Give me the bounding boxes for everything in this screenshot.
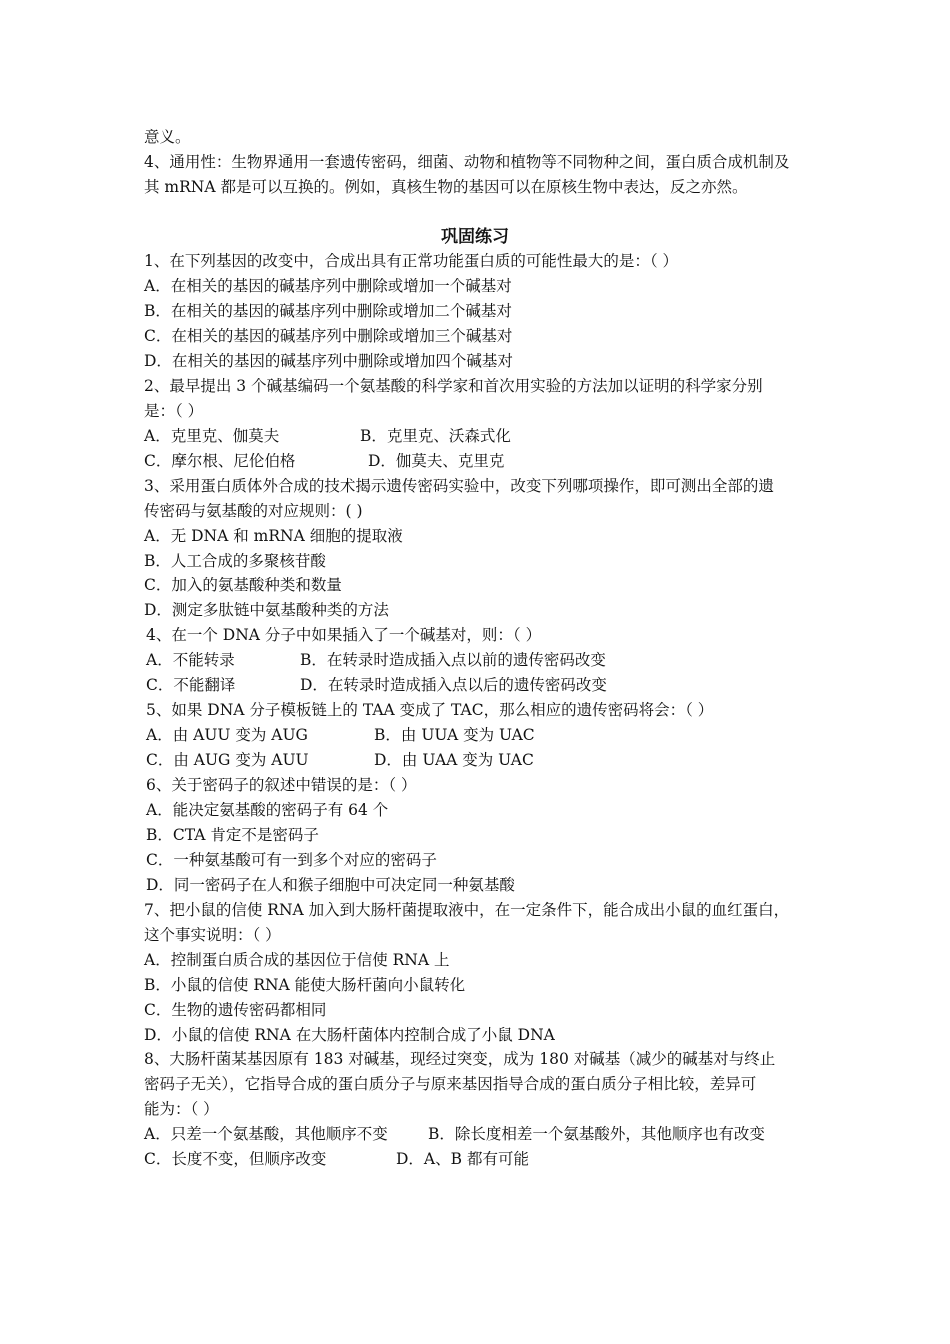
q8-option-d: D．A、B 都有可能 (396, 1150, 529, 1168)
q5-option-d: D．由 UAA 变为 UAC (374, 751, 534, 769)
q2-option-b: B．克里克、沃森式化 (360, 427, 511, 445)
q2-option-c: C．摩尔根、尼伦伯格 (144, 452, 296, 470)
q3-stem-2: 传密码与氨基酸的对应规则：( ) (144, 502, 363, 520)
q3-option-c: C．加入的氨基酸种类和数量 (144, 576, 342, 594)
q1-option-d: D．在相关的基因的碱基序列中删除或增加四个碱基对 (144, 352, 513, 370)
q8-stem-1: 8、大肠杆菌某基因原有 183 对碱基，现经过突变，成为 180 对碱基（减少的碱基对与终止 (144, 1050, 776, 1068)
q2-option-a: A．克里克、伽莫夫 (144, 427, 280, 445)
q3-option-a: A．无 DNA 和 mRNA 细胞的提取液 (144, 527, 403, 545)
q8-option-a: A．只差一个氨基酸，其他顺序不变 (144, 1125, 388, 1143)
q3-option-b: B．人工合成的多聚核苷酸 (144, 552, 326, 570)
q1-option-b: B．在相关的基因的碱基序列中删除或增加二个碱基对 (144, 302, 512, 320)
q5-option-a: A．由 AUU 变为 AUG (146, 726, 308, 744)
q7-option-d: D．小鼠的信使 RNA 在大肠杆菌体内控制合成了小鼠 DNA (144, 1026, 555, 1044)
section-title: 巩固练习 (441, 227, 509, 247)
q2-stem-2: 是：（ ） (144, 402, 204, 420)
intro-line-1: 意义。 (144, 128, 191, 146)
intro-line-2: 4、通用性：生物界通用一套遗传密码，细菌、动物和植物等不同物种之间，蛋白质合成机制及 (144, 153, 790, 171)
q5-stem: 5、如果 DNA 分子模板链上的 TAA 变成了 TAC，那么相应的遗传密码将会：（ ） (146, 701, 714, 719)
q6-option-a: A．能决定氨基酸的密码子有 64 个 (146, 801, 389, 819)
q4-option-c: C．不能翻译 (146, 676, 236, 694)
q7-option-b: B．小鼠的信使 RNA 能使大肠杆菌向小鼠转化 (144, 976, 466, 994)
q5-option-c: C．由 AUG 变为 AUU (146, 751, 309, 769)
q3-option-d: D．测定多肽链中氨基酸种类的方法 (144, 601, 389, 619)
q7-stem-2: 这个事实说明：（ ） (144, 926, 281, 944)
q5-option-b: B．由 UUA 变为 UAC (374, 726, 535, 744)
q1-stem: 1、在下列基因的改变中，合成出具有正常功能蛋白质的可能性最大的是：（ ） (144, 252, 679, 270)
q4-option-b: B．在转录时造成插入点以前的遗传密码改变 (300, 651, 606, 669)
q1-option-a: A．在相关的基因的碱基序列中删除或增加一个碱基对 (144, 277, 512, 295)
q7-option-a: A．控制蛋白质合成的基因位于信使 RNA 上 (144, 951, 450, 969)
q4-stem: 4、在一个 DNA 分子中如果插入了一个碱基对，则：（ ） (146, 626, 542, 644)
q4-option-a: A．不能转录 (146, 651, 235, 669)
q2-option-d: D．伽莫夫、克里克 (368, 452, 505, 470)
q8-option-b: B．除长度相差一个氨基酸外，其他顺序也有改变 (428, 1125, 765, 1143)
q6-option-c: C．一种氨基酸可有一到多个对应的密码子 (146, 851, 437, 869)
q1-option-c: C．在相关的基因的碱基序列中删除或增加三个碱基对 (144, 327, 513, 345)
q7-option-c: C．生物的遗传密码都相同 (144, 1001, 327, 1019)
q6-stem: 6、关于密码子的叙述中错误的是：（ ） (146, 776, 417, 794)
q3-stem-1: 3、采用蛋白质体外合成的技术揭示遗传密码实验中，改变下列哪项操作，即可测出全部的遗 (144, 477, 774, 495)
q8-stem-2: 密码子无关），它指导合成的蛋白质分子与原来基因指导合成的蛋白质分子相比较，差异可 (144, 1075, 757, 1093)
q8-option-c: C．长度不变，但顺序改变 (144, 1150, 327, 1168)
q2-stem-1: 2、最早提出 3 个碱基编码一个氨基酸的科学家和首次用实验的方法加以证明的科学家分别 (144, 377, 763, 395)
intro-line-3: 其 mRNA 都是可以互换的。例如，真核生物的基因可以在原核生物中表达，反之亦然。 (144, 178, 748, 196)
q6-option-b: B．CTA 肯定不是密码子 (146, 826, 319, 844)
q8-stem-3: 能为：（ ） (144, 1100, 219, 1118)
q7-stem-1: 7、把小鼠的信使 RNA 加入到大肠杆菌提取液中，在一定条件下，能合成出小鼠的血红蛋白， (144, 901, 790, 919)
q6-option-d: D．同一密码子在人和猴子细胞中可决定同一种氨基酸 (146, 876, 515, 894)
q4-option-d: D．在转录时造成插入点以后的遗传密码改变 (300, 676, 607, 694)
